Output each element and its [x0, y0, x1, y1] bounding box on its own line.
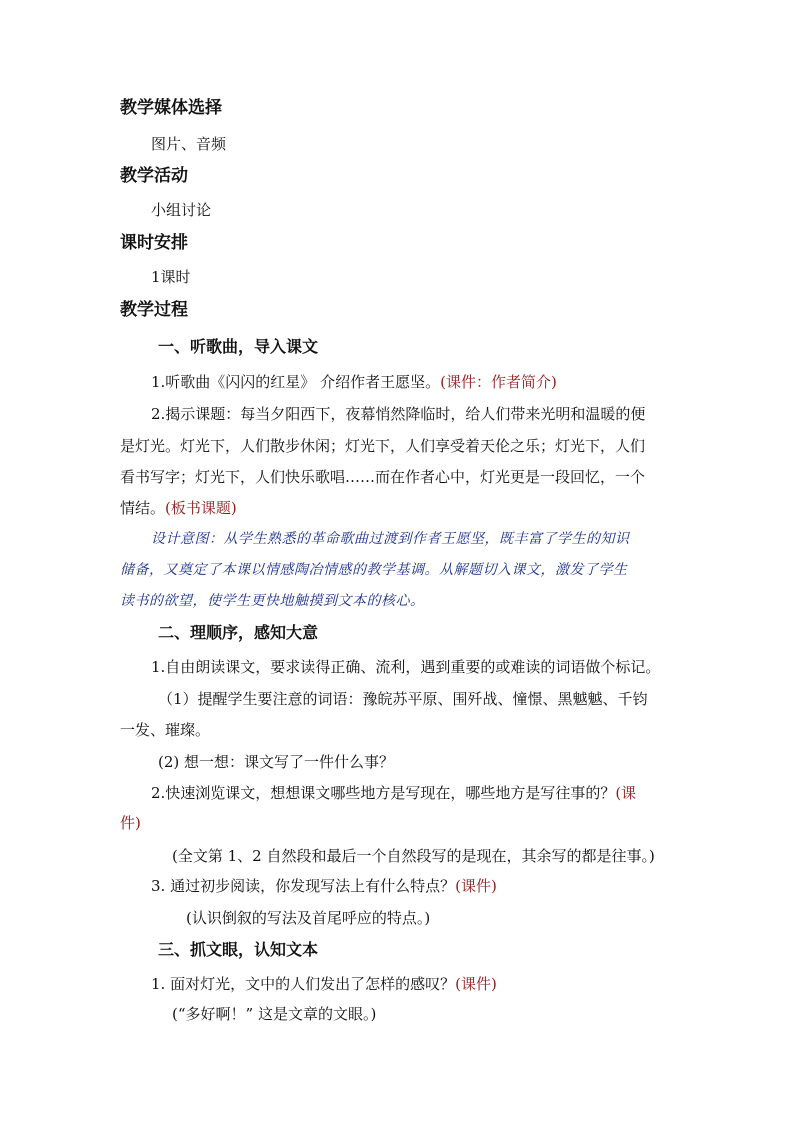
part1-item2-line2: 是灯光。灯光下，人们散步休闲；灯光下，人们享受着天伦之乐；灯光下，人们 — [120, 437, 646, 455]
section-heading-process: 教学过程 — [120, 300, 188, 320]
part2-item3-answer: (认识倒叙的写法及首尾呼应的特点。) — [186, 909, 431, 927]
part2-sub1-line2: 一发、璀璨。 — [120, 721, 211, 739]
part2-item3 — [151, 876, 497, 896]
part2-item2-note-b: 件) — [120, 814, 141, 832]
section-heading-media: 教学媒体选择 — [120, 98, 222, 118]
design-intent-line3: 读书的欲望，使学生更快地触摸到文本的核心。 — [120, 593, 425, 609]
part2-item2-answer: (全文第 1、2 自然段和最后一个自然段写的是现在，其余写的都是往事。) — [172, 847, 655, 865]
part1-item2-line1: 2.揭示课题：每当夕阳西下，夜幕悄然降临时，给人们带来光明和温暖的便 — [151, 405, 646, 423]
part1-item1-note: (课件：作者简介) — [440, 373, 557, 391]
part2-item1: 1.自由朗读课文，要求读得正确、流利，遇到重要的或难读的词语做个标记。 — [151, 658, 661, 676]
part2-item2-text: 2.快速浏览课文，想想课文哪些地方是写现在，哪些地方是写往事的？ — [151, 784, 616, 802]
part3-item1-answer: (“多好啊！” 这是文章的文眼。) — [172, 1005, 377, 1023]
part3-item1-text: 1. 面对灯光，文中的人们发出了怎样的感叹？ — [151, 975, 456, 993]
part2-sub1-line1: （1）提醒学生要注意的词语：豫皖苏平原、围歼战、憧憬、黑魆魆、千钧 — [158, 690, 648, 708]
schedule-content: 1课时 — [151, 268, 191, 286]
part3-item1-note: (课件) — [455, 975, 497, 993]
part2-item3-note: (课件) — [455, 877, 497, 895]
part1-item2-line4-text: 情结。 — [120, 499, 166, 517]
section-heading-activity: 教学活动 — [120, 166, 188, 186]
part3-item1 — [151, 974, 497, 994]
section-heading-schedule: 课时安排 — [120, 233, 188, 253]
design-intent-line2: 储备，又奠定了本课以情感陶冶情感的教学基调。从解题切入课文，激发了学生 — [120, 562, 628, 578]
part1-item2-line4 — [120, 498, 237, 518]
part2-item2-note-a: (课 — [615, 784, 637, 802]
part1-item2-line3: 看书写字；灯光下，人们快乐歌唱……而在作者心中，灯光更是一段回忆，一个 — [120, 468, 646, 486]
media-content: 图片、音频 — [151, 135, 227, 153]
design-intent-line1: 设计意图：从学生熟悉的革命歌曲过渡到作者王愿坚，既丰富了学生的知识 — [151, 531, 630, 547]
activity-content: 小组讨论 — [151, 201, 212, 219]
part1-item1-text: 1.听歌曲《闪闪的红星》 介绍作者王愿坚。 — [151, 373, 441, 391]
part2-sub2: (2) 想一想：课文写了一件什么事？ — [158, 753, 395, 771]
part3-title: 三、抓文眼，认知文本 — [158, 940, 319, 959]
part2-title: 二、理顺序，感知大意 — [158, 623, 319, 642]
part1-title: 一、听歌曲，导入课文 — [158, 337, 319, 356]
part1-item1 — [151, 372, 557, 392]
part2-item2-line1 — [151, 783, 636, 803]
part2-item3-text: 3. 通过初步阅读，你发现写法上有什么特点？ — [151, 877, 456, 895]
part1-item2-note: (板书课题) — [165, 499, 237, 517]
